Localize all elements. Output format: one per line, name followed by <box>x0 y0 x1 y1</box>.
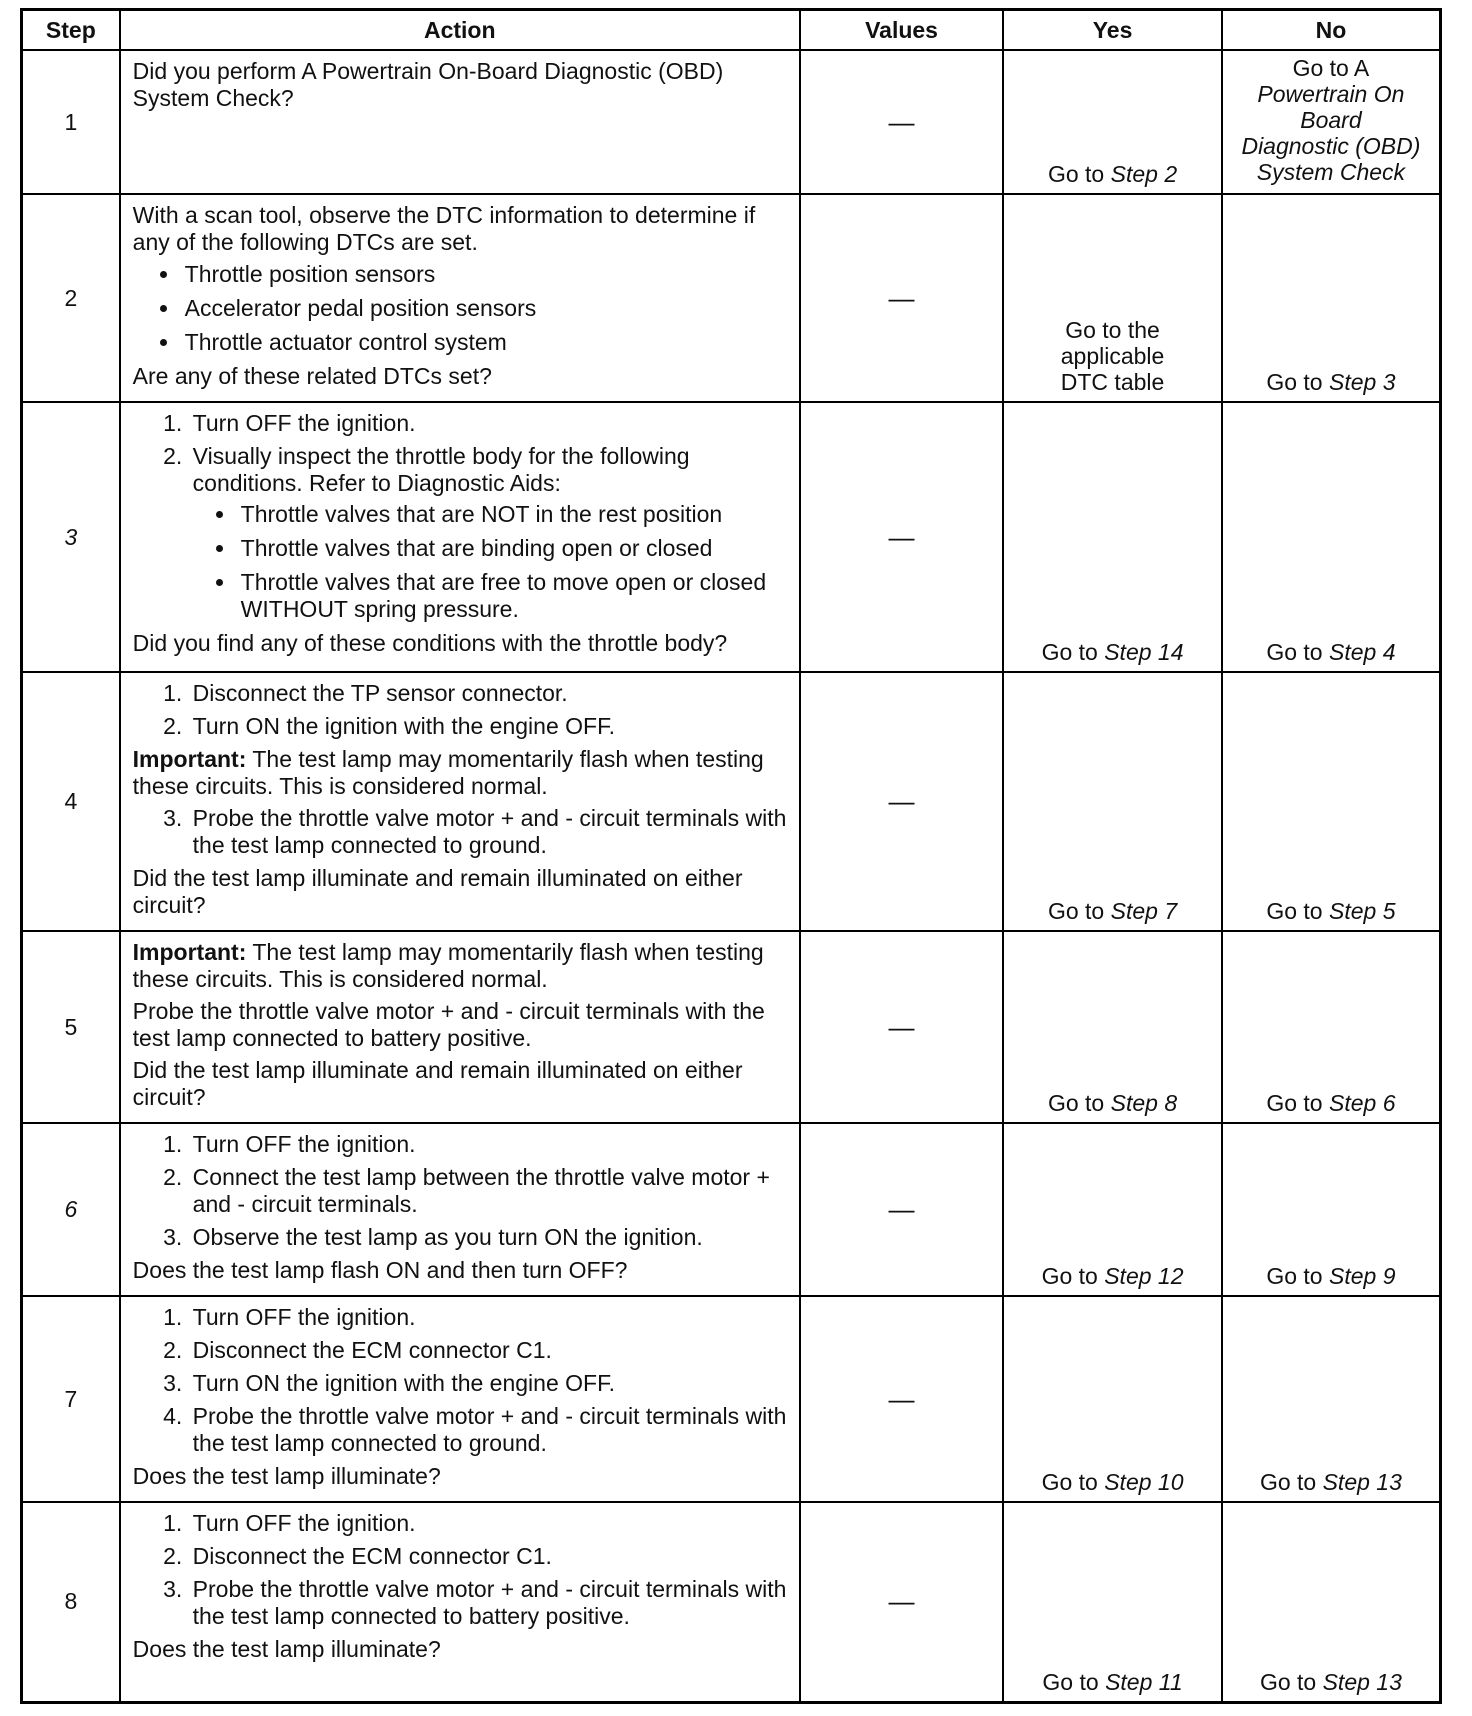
action-text: Probe the throttle valve motor + and - circuit terminals with the test lamp connected to battery positive. <box>132 998 765 1051</box>
goto-prefix: Go to <box>1041 639 1098 665</box>
action-question: Did you find any of these conditions with the throttle body? <box>132 630 728 656</box>
goto-step: Step 3 <box>1329 369 1396 395</box>
goto-prefix: Go to <box>1047 898 1105 924</box>
values-cell: — <box>800 194 1003 402</box>
table-row <box>22 194 1441 402</box>
action-question: Did the test lamp illuminate and remain illuminated on either circuit? <box>132 1057 743 1110</box>
goto-step: Step 2 <box>1110 161 1178 187</box>
list-item: • Throttle position sensors <box>181 261 789 288</box>
list-item: 1. Turn OFF the ignition. <box>189 1131 789 1158</box>
list-item: • Throttle actuator control system <box>181 329 789 356</box>
goto-prefix: Go to <box>1041 1263 1098 1289</box>
goto-step: Step 8 <box>1110 1090 1178 1116</box>
important-note <box>133 746 789 800</box>
no-cell <box>1222 1296 1441 1502</box>
header-step: Step <box>22 10 120 51</box>
step-number: 2 <box>22 194 120 402</box>
numbered-list <box>133 805 789 859</box>
list-item: • Throttle valves that are NOT in the rest position <box>237 501 789 528</box>
important-label: Important: <box>132 939 247 965</box>
goto-prefix: Go to <box>1047 161 1105 187</box>
no-cell <box>1222 194 1441 402</box>
table-row <box>22 1123 1441 1296</box>
goto-step: Step 7 <box>1110 898 1178 924</box>
header-values: Values <box>800 10 1003 51</box>
step-number: 8 <box>22 1502 120 1702</box>
numbered-list <box>133 1304 789 1457</box>
list-item: 3. Probe the throttle valve motor + and - circuit terminals with the test lamp connected to battery positive. <box>189 1576 789 1630</box>
no-cell <box>1222 672 1441 931</box>
no-cell <box>1222 1502 1441 1702</box>
goto-prefix: Go to <box>1259 1469 1317 1495</box>
step-number: 4 <box>22 672 120 931</box>
no-line: System Check <box>1256 159 1406 185</box>
no-cell <box>1222 1123 1441 1296</box>
goto-prefix: Go to <box>1259 1668 1317 1695</box>
list-item: 3. Turn ON the ignition with the engine OFF. <box>189 1370 789 1397</box>
step-number: 6 <box>22 1123 120 1296</box>
yes-cell <box>1003 402 1222 672</box>
action-cell <box>120 1502 800 1702</box>
no-line: Go to A <box>1292 55 1370 81</box>
goto-step: Step 6 <box>1329 1090 1396 1116</box>
action-cell <box>120 1123 800 1296</box>
no-cell <box>1222 50 1441 194</box>
yes-cell <box>1003 1296 1222 1502</box>
goto-step: Step 13 <box>1322 1668 1402 1695</box>
list-item: 1. Turn OFF the ignition. <box>189 1304 789 1331</box>
list-item <box>189 443 789 623</box>
values-cell: — <box>800 1502 1003 1702</box>
goto-step: Step 14 <box>1104 639 1184 665</box>
step-number: 7 <box>22 1296 120 1502</box>
numbered-list <box>133 410 789 623</box>
goto-step: Step 13 <box>1322 1469 1402 1495</box>
action-cell <box>120 50 800 194</box>
bullet-list <box>193 501 789 623</box>
values-cell: — <box>800 402 1003 672</box>
step-number: 1 <box>22 50 120 194</box>
values-cell: — <box>800 1123 1003 1296</box>
important-note <box>133 939 789 993</box>
action-question: Did the test lamp illuminate and remain illuminated on either circuit? <box>132 865 743 918</box>
list-item: 1. Turn OFF the ignition. <box>189 410 789 437</box>
goto-prefix: Go to <box>1266 1090 1323 1116</box>
action-question: Does the test lamp illuminate? <box>132 1636 441 1662</box>
action-cell <box>120 931 800 1123</box>
table-row <box>22 402 1441 672</box>
diagnostic-table <box>20 8 1442 1704</box>
yes-cell <box>1003 50 1222 194</box>
goto-step: Step 5 <box>1329 898 1396 924</box>
action-cell <box>120 1296 800 1502</box>
numbered-list <box>133 1510 789 1630</box>
header-action: Action <box>120 10 800 51</box>
important-text: The test lamp may momentarily flash when testing these circuits. This is considered normal. <box>132 939 764 992</box>
table-row <box>22 50 1441 194</box>
goto-prefix: Go to <box>1266 369 1323 395</box>
no-line: Diagnostic (OBD) <box>1241 133 1421 159</box>
numbered-list <box>133 1131 789 1251</box>
values-cell: — <box>800 1296 1003 1502</box>
step-number: 5 <box>22 931 120 1123</box>
no-cell <box>1222 931 1441 1123</box>
action-question: Did you perform A Powertrain On-Board Diagnostic (OBD) System Check? <box>132 58 724 111</box>
list-item: 2. Disconnect the ECM connector C1. <box>189 1543 789 1570</box>
goto-step: Step 11 <box>1105 1668 1183 1695</box>
header-no: No <box>1222 10 1441 51</box>
action-cell <box>120 402 800 672</box>
list-item: • Throttle valves that are free to move open or closed WITHOUT spring pressure. <box>237 569 789 623</box>
list-item: 2. Turn ON the ignition with the engine OFF. <box>189 713 789 740</box>
values-cell: — <box>800 672 1003 931</box>
list-item: 1. Disconnect the TP sensor connector. <box>189 680 789 707</box>
goto-prefix: Go to <box>1042 1668 1099 1695</box>
list-item: 1. Turn OFF the ignition. <box>189 1510 789 1537</box>
important-text: The test lamp may momentarily flash when testing these circuits. This is considered normal. <box>132 746 764 799</box>
no-line: Board <box>1300 107 1362 133</box>
goto-step: Step 12 <box>1104 1263 1184 1289</box>
no-line: Powertrain On <box>1257 81 1405 107</box>
step-number: 3 <box>22 402 120 672</box>
table-row <box>22 1296 1441 1502</box>
list-item: 3. Observe the test lamp as you turn ON the ignition. <box>189 1224 789 1251</box>
header-yes: Yes <box>1003 10 1222 51</box>
bullet-list <box>133 261 789 356</box>
yes-cell <box>1003 194 1222 402</box>
yes-cell <box>1003 672 1222 931</box>
action-question: Are any of these related DTCs set? <box>132 363 492 389</box>
yes-cell <box>1003 931 1222 1123</box>
list-item: 4. Probe the throttle valve motor + and - circuit terminals with the test lamp connected to ground. <box>189 1403 789 1457</box>
values-cell: — <box>800 931 1003 1123</box>
yes-line: DTC table <box>1060 369 1165 395</box>
yes-line: applicable <box>1060 343 1165 369</box>
goto-prefix: Go to <box>1266 639 1323 665</box>
no-cell <box>1222 402 1441 672</box>
values-cell: — <box>800 50 1003 194</box>
table-row <box>22 672 1441 931</box>
yes-line: Go to the <box>1065 317 1160 343</box>
list-item: • Throttle valves that are binding open or closed <box>237 535 789 562</box>
table-row <box>22 931 1441 1123</box>
numbered-list <box>133 680 789 740</box>
table-row <box>22 1502 1441 1702</box>
goto-step: Step 9 <box>1329 1263 1396 1289</box>
goto-prefix: Go to <box>1047 1090 1105 1116</box>
list-item: 2. Disconnect the ECM connector C1. <box>189 1337 789 1364</box>
goto-prefix: Go to <box>1266 898 1323 924</box>
action-intro: With a scan tool, observe the DTC information to determine if any of the following DTCs are set. <box>132 202 756 255</box>
list-item-text: Visually inspect the throttle body for the following conditions. Refer to Diagnostic Aids: <box>192 443 690 496</box>
list-item: • Accelerator pedal position sensors <box>181 295 789 322</box>
important-label: Important: <box>132 746 247 772</box>
goto-prefix: Go to <box>1041 1469 1098 1495</box>
goto-step: Step 10 <box>1104 1469 1184 1495</box>
goto-prefix: Go to <box>1266 1263 1323 1289</box>
action-question: Does the test lamp illuminate? <box>132 1463 441 1489</box>
goto-step: Step 4 <box>1329 639 1396 665</box>
yes-cell <box>1003 1123 1222 1296</box>
list-item: 2. Connect the test lamp between the throttle valve motor + and - circuit terminals. <box>189 1164 789 1218</box>
list-item: 3. Probe the throttle valve motor + and - circuit terminals with the test lamp connected to ground. <box>189 805 789 859</box>
action-cell <box>120 672 800 931</box>
yes-cell <box>1003 1502 1222 1702</box>
header-row <box>22 10 1441 51</box>
action-question: Does the test lamp flash ON and then turn OFF? <box>132 1257 628 1283</box>
action-cell <box>120 194 800 402</box>
